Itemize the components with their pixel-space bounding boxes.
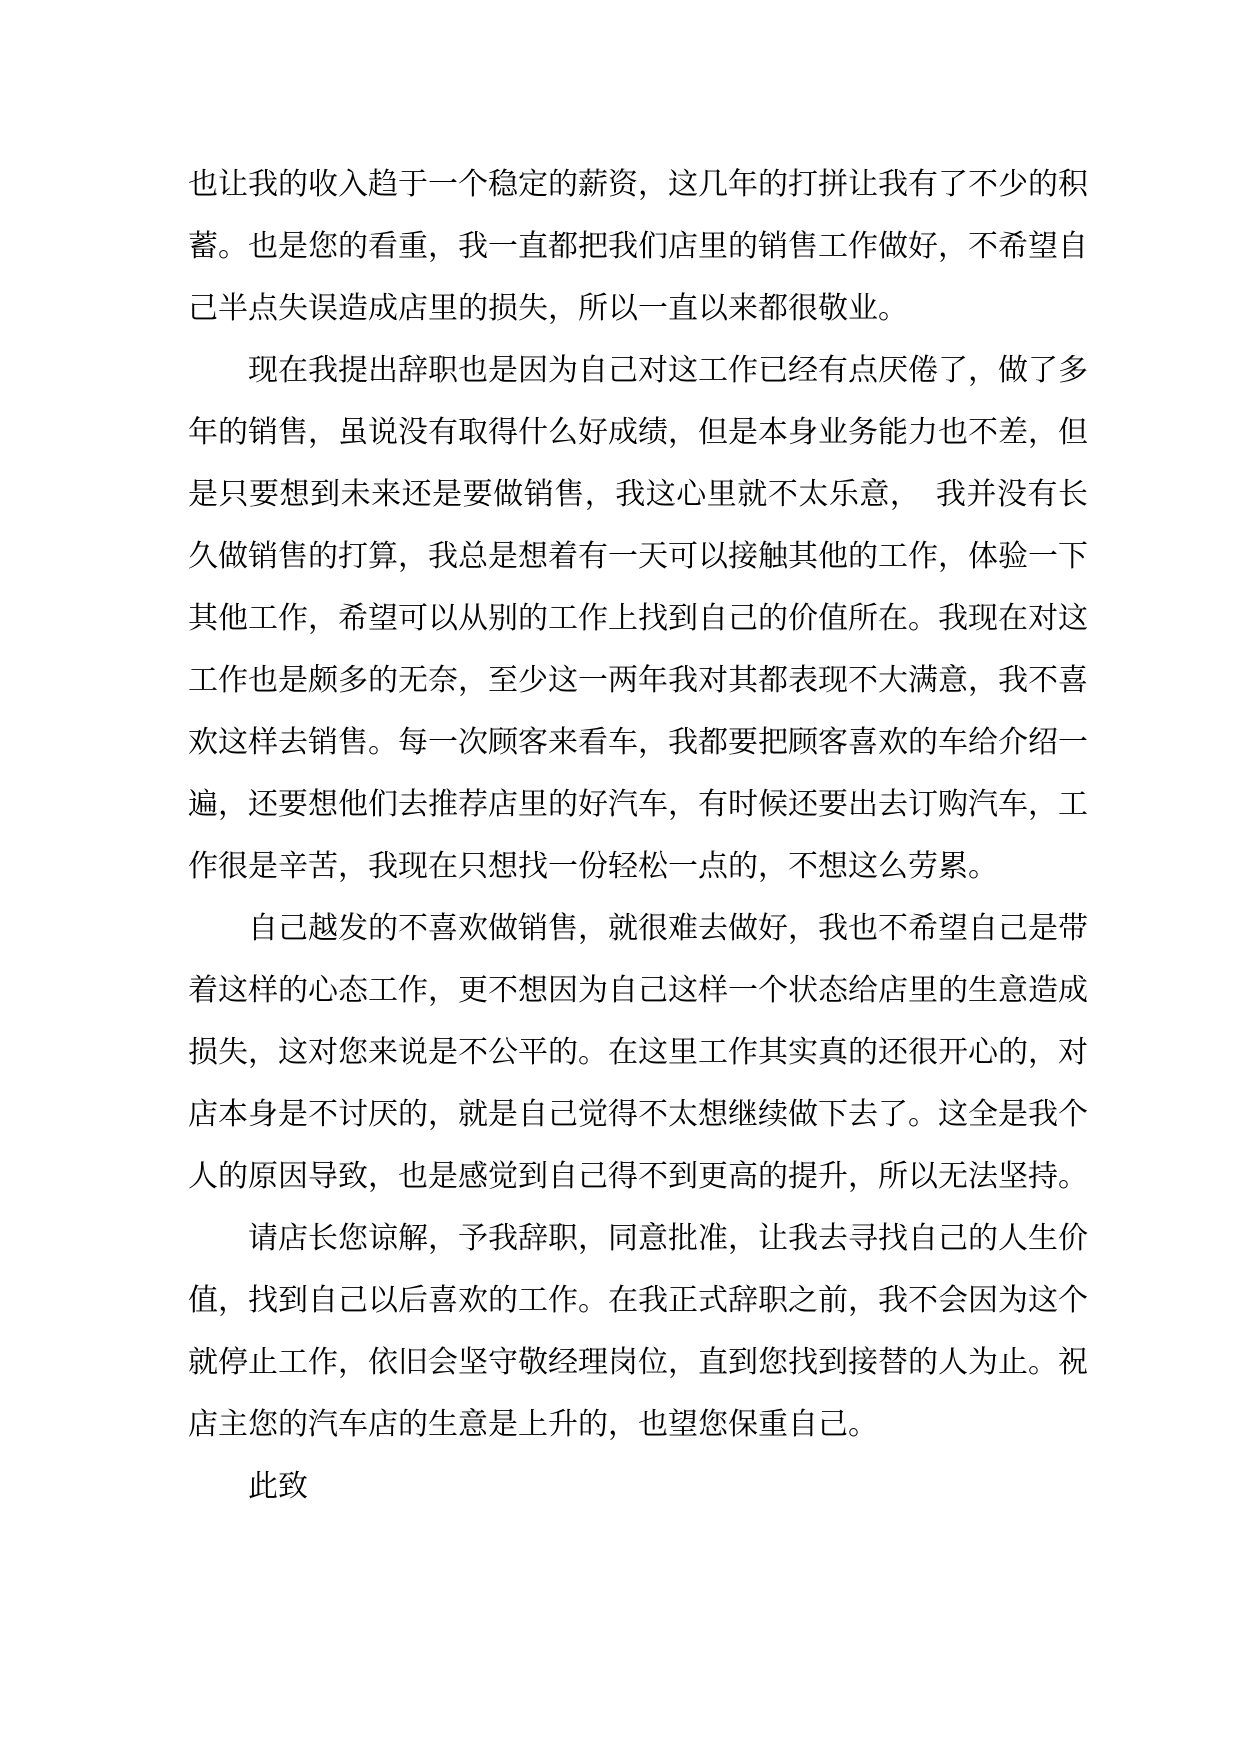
closing-salutation: 此致 [248,1469,308,1504]
paragraph-resignation-reason: 现在我提出辞职也是因为自己对这工作已经有点厌倦了，做了多年的销售，虽说没有取得什么好成绩，但是本身业务能力也不差，但是只要想到未来还是要做销售，我这心里就不太乐意， 我并没有长久做销售的打算，我总是想着有一天可以接触其他的工作，体验一下其他工作，希望可以从别的工作上找到自己的价值所在。我现在对这工作也是颇多的无奈，至少这一两年我对其都表现不大满意，我不喜欢这样去销售。每一次顾客来看车，我都要把顾客喜欢的车给介绍一遍，还要想他们去推荐店里的好汽车，有时候还要出去订购汽车，工作很是辛苦，我现在只想找一份轻松一点的，不想这么劳累。 [188,353,1088,884]
paragraph-continued: 也让我的收入趋于一个稳定的薪资，这几年的打拼让我有了不少的积蓄。也是您的看重，我一直都把我们店里的销售工作做好，不希望自己半点失误造成店里的损失，所以一直以来都很敬业。 [188,167,1088,326]
letter-body [188,154,1088,1518]
paragraph-request: 请店长您谅解，予我辞职，同意批准，让我去寻找自己的人生价值，找到自己以后喜欢的工作。在我正式辞职之前，我不会因为这个就停止工作，依旧会坚守敬经理岗位，直到您找到接替的人为止。祝店主您的汽车店的生意是上升的，也望您保重自己。 [188,1221,1088,1442]
paragraph-attitude: 自己越发的不喜欢做销售，就很难去做好，我也不希望自己是带着这样的心态工作，更不想因为自己这样一个状态给店里的生意造成损失，这对您来说是不公平的。在这里工作其实真的还很开心的，对店本身是不讨厌的，就是自己觉得不太想继续做下去了。这全是我个人的原因导致，也是感觉到自己得不到更高的提升，所以无法坚持。 [188,911,1088,1194]
